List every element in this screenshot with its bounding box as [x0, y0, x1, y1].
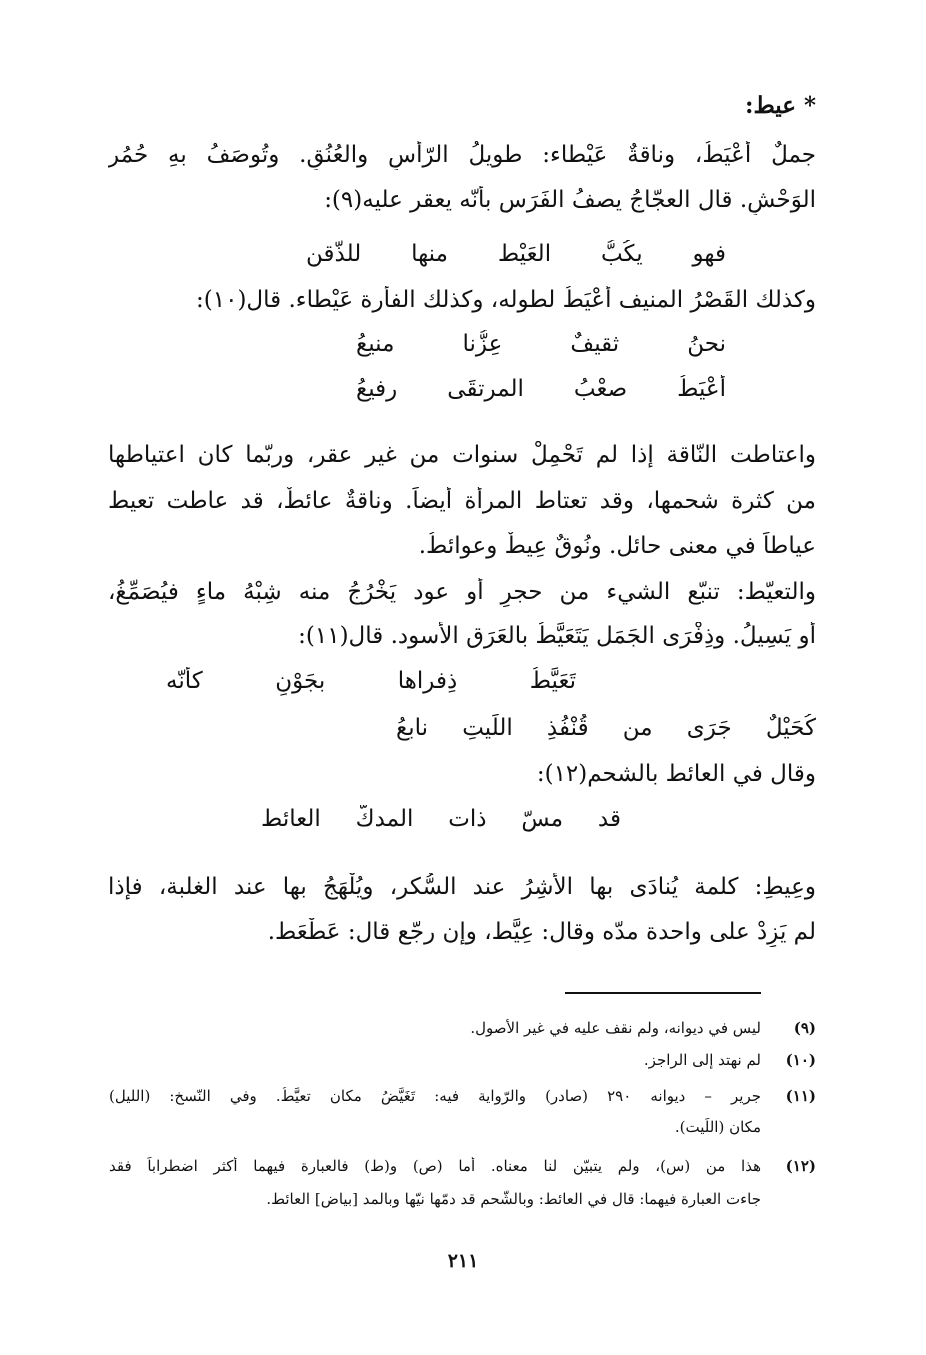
paragraph-line: والتعيّط: تنبّع الشيء من حجرٍ أو عود يَخْرُجُ منه شِبْهُ ماءٍ فيُصَمِّغُ،	[108, 579, 816, 605]
paragraph-line: الوَحْشِ. قال العجّاجُ يصفُ الفَرَس بأنّه يعقر عليه(٩):	[324, 187, 816, 213]
paragraph-line: لم يَزِدْ على واحدة مدّه وقال: عِيَّط، وإن رجّع قال: عَطْعَط.	[267, 919, 816, 945]
footnote-text: ليس في ديوانه، ولم نقف عليه في غير الأصول.	[470, 1019, 761, 1037]
paragraph-line: واعتاطت النّاقة إذا لم تَحْمِلْ سنوات من غير عقر، وربّما كان اعتياطها	[108, 442, 816, 468]
paragraph-line: أو يَسِيلُ. وذِفْرَى الجَمَل يَتَعَيَّطُ بالعَرَق الأسود. قال(١١):	[298, 623, 816, 649]
footnote-text: جاءت العبارة فيهما: قال في العائط: وبالشّحم قد دمّها نيّها وبالمد [بياض] العائط.	[266, 1190, 761, 1208]
verse-line: تَعَيَّطُ ذِفراها بجَوْنٍ كأنّه	[166, 668, 576, 694]
footnote-number: (١١)	[785, 1087, 816, 1105]
footnote-number: (١٠)	[785, 1051, 816, 1069]
paragraph-line: وعِيطِ: كلمة يُنادَى بها الأشِرُ عند السُّكر، ويُلْهَجُ بها عند الغلبة، فإذا	[108, 874, 816, 900]
verse-line: نحنُ ثقيفٌ عِزُّنا منيعُ	[356, 331, 726, 357]
verse-line: أعْيَطُ صعْبُ المرتقَى رفيعُ	[356, 376, 726, 402]
page-number: ٢١١	[447, 1250, 479, 1272]
footnote-number: (١٢)	[785, 1157, 816, 1175]
footnote-separator	[565, 992, 761, 994]
footnote-text: جرير – ديوانه ٢٩٠ (صادر) والرّواية فيه: تَغَيَّضُ مكان تعيَّطُ. وفي النّسخ: (الليل)	[109, 1087, 761, 1105]
paragraph-line: عياطاً في معنى حائل. ونُوقٌ عِيطٌ وعوائطُ.	[418, 533, 816, 559]
verse-line: فهو يكُبُّ العَيْط منها للذّقن	[306, 241, 726, 267]
paragraph-line: من كثرة شحمها، وقد تعتاط المرأة أيضاً. وناقةٌ عائطٌ، قد عاطت تعيط	[108, 488, 816, 514]
footnote-text: لم نهتد إلى الراجز.	[643, 1051, 761, 1069]
footnote-text: مكان (اللِّيت).	[674, 1118, 761, 1136]
footnote-text: هذا من (س)، ولم يتبيّن لنا معناه. أما (ص) و(ط) فالعبارة فيهما أكثر اضطراباً فقد	[109, 1157, 761, 1175]
paragraph-line: وقال في العائط بالشحم(١٢):	[536, 761, 816, 787]
footnote-number: (٩)	[793, 1019, 816, 1037]
paragraph-line: وكذلك القَصْرُ المنيف أعْيَطُ لطوله، وكذلك الفأرة عَيْطاء. قال(١٠):	[196, 287, 816, 313]
paragraph-line: جملٌ أعْيَطُ، وناقةٌ عَيْطاء: طويلُ الرّأسِ والعُنُقِ. وتُوصَفُ بهِ حُمُر	[108, 142, 816, 168]
verse-line: قد مسّ ذات المدكّ العائط	[261, 806, 621, 832]
verse-line: كُحَيْلٌ جَرَى من قُنْفُذِ اللِّيتِ نابعُ	[396, 715, 816, 741]
entry-heading: * عيط:	[744, 92, 816, 119]
